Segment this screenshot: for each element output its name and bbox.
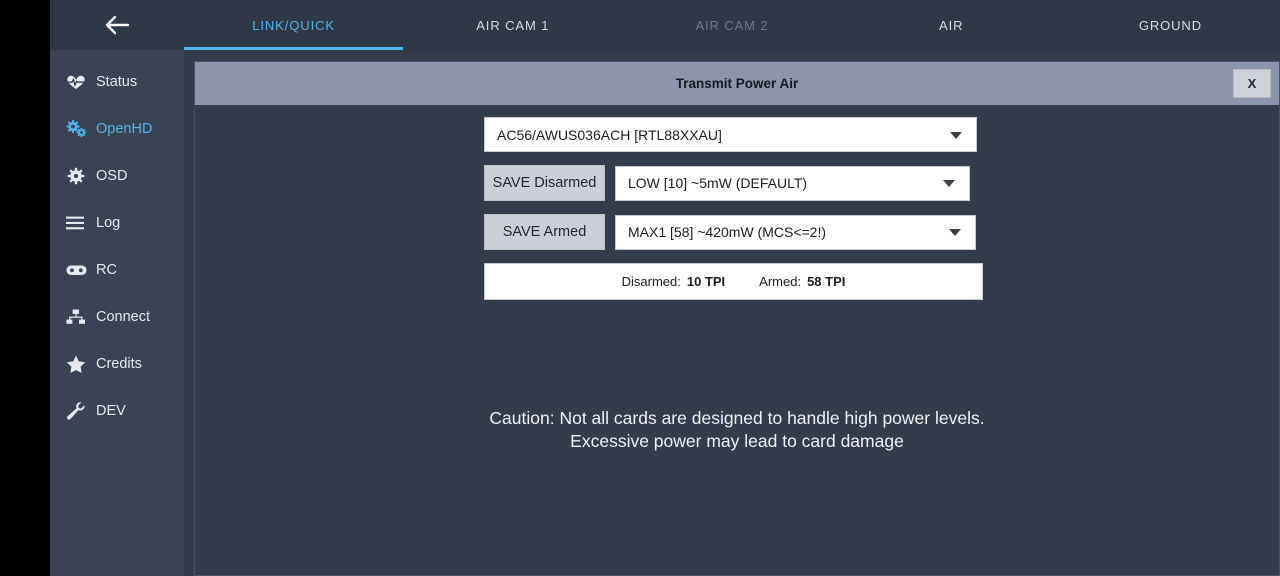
sidebar-item-rc[interactable]	[50, 246, 184, 293]
armed-row	[195, 214, 1279, 250]
tab-bar	[184, 0, 1280, 50]
wifi-card-row	[195, 117, 1279, 152]
caution-text	[195, 407, 1279, 452]
gears-icon	[66, 120, 92, 138]
tpi-disarmed-value: 10 TPI	[686, 274, 726, 289]
sidebar-item-osd[interactable]	[50, 152, 184, 199]
sidebar-item-osd-label: OSD	[96, 167, 128, 184]
sidebar-item-connect-label: Connect	[96, 308, 151, 325]
sidebar-item-rc-label: RC	[96, 261, 117, 278]
tab-ground-label: GROUND	[1138, 17, 1202, 33]
chevron-down-icon	[943, 180, 955, 187]
caution-line-2: Excessive power may lead to card damage	[570, 430, 904, 451]
armed-power-value: MAX1 [58] ~420mW (MCS<=2!)	[628, 224, 827, 240]
tab-ground[interactable]	[1061, 0, 1280, 50]
sidebar-item-status[interactable]	[50, 58, 184, 105]
sidebar-item-log-label: Log	[96, 214, 121, 231]
wifi-card-select[interactable]	[484, 117, 977, 152]
dialog-title-text: Transmit Power Air	[675, 76, 799, 91]
tpi-armed-value: 58 TPI	[807, 274, 846, 289]
top-bar	[50, 0, 1280, 50]
chevron-down-icon	[949, 229, 961, 236]
left-black-strip	[0, 0, 50, 576]
armed-power-select[interactable]	[615, 215, 976, 250]
tab-link-quick[interactable]	[184, 0, 403, 50]
save-disarmed-button[interactable]	[484, 165, 605, 201]
arrow-left-icon	[104, 15, 130, 35]
dialog-title-bar	[195, 62, 1279, 105]
tab-air-cam-2[interactable]	[622, 0, 841, 50]
chevron-down-icon	[950, 132, 962, 139]
dialog-body	[195, 105, 1279, 576]
tab-air-label: AIR	[939, 17, 964, 33]
content-area	[184, 50, 1280, 576]
network-icon	[66, 309, 92, 325]
tpi-armed-label: Armed:	[759, 274, 802, 289]
back-button[interactable]	[50, 0, 184, 50]
tab-air-cam-1[interactable]	[403, 0, 622, 50]
transmit-power-dialog	[194, 61, 1280, 576]
body	[50, 50, 1280, 576]
save-armed-label: SAVE Armed	[502, 224, 587, 240]
dialog-close-button[interactable]	[1233, 69, 1271, 98]
save-disarmed-label: SAVE Disarmed	[492, 175, 597, 191]
sidebar-item-log[interactable]	[50, 199, 184, 246]
star-icon	[66, 355, 92, 373]
sidebar-item-status-label: Status	[96, 73, 138, 90]
caution-line-1: Caution: Not all cards are designed to handle high power levels.	[489, 408, 985, 428]
tpi-disarmed-label: Disarmed:	[621, 274, 681, 289]
tab-air-cam-2-label: AIR CAM 2	[695, 17, 769, 33]
tpi-status-bar	[484, 263, 983, 300]
tab-air[interactable]	[842, 0, 1061, 50]
save-armed-button[interactable]	[484, 214, 605, 250]
disarmed-row	[195, 165, 1279, 201]
sidebar-item-openhd-label: OpenHD	[96, 120, 153, 137]
sidebar-item-credits[interactable]	[50, 340, 184, 387]
list-icon	[66, 216, 92, 230]
gamepad-icon	[66, 263, 92, 277]
main-column	[50, 0, 1280, 576]
wifi-card-select-value: AC56/AWUS036ACH [RTL88XXAU]	[497, 126, 722, 143]
tab-link-quick-label: LINK/QUICK	[252, 17, 335, 33]
sidebar-item-connect[interactable]	[50, 293, 184, 340]
sidebar	[50, 50, 184, 576]
sidebar-item-openhd[interactable]	[50, 105, 184, 152]
tab-air-cam-1-label: AIR CAM 1	[476, 17, 550, 33]
sidebar-item-dev[interactable]	[50, 387, 184, 434]
heartbeat-icon	[66, 74, 92, 90]
gear-icon	[66, 167, 92, 185]
sidebar-item-dev-label: DEV	[96, 402, 126, 419]
disarmed-power-value: LOW [10] ~5mW (DEFAULT)	[628, 175, 808, 191]
close-icon: X	[1247, 76, 1257, 91]
sidebar-item-credits-label: Credits	[96, 355, 142, 372]
wrench-icon	[66, 402, 92, 420]
disarmed-power-select[interactable]	[615, 166, 970, 201]
tpi-row	[195, 263, 1279, 300]
